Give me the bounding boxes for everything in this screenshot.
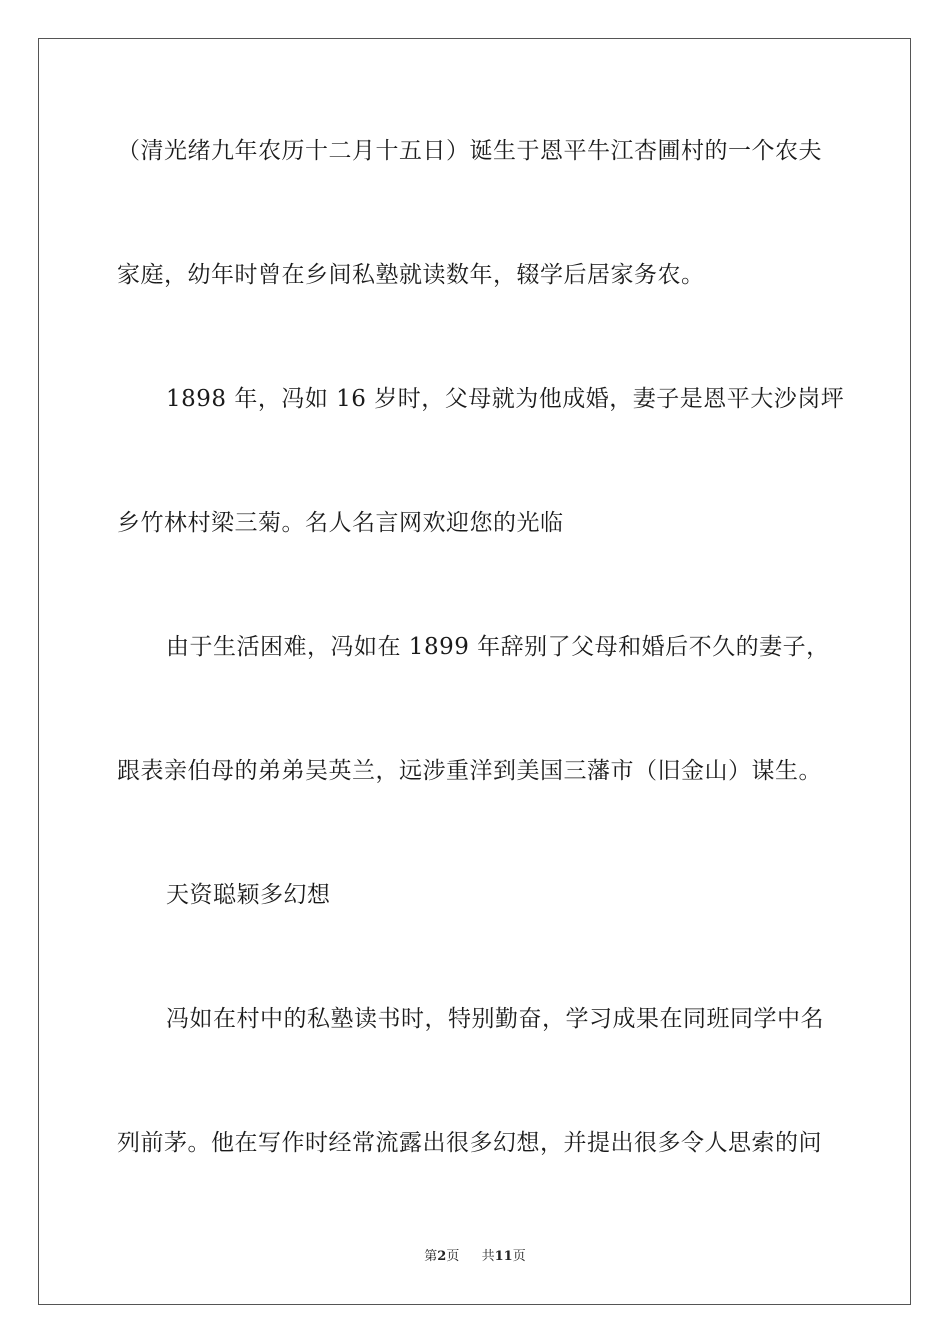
text-line-2: 家庭，幼年时曾在乡间私塾就读数年，辍学后居家务农。 xyxy=(117,262,705,288)
text-line-3: 1898 年，冯如 16 岁时，父母就为他成婚，妻子是恩平大沙岗坪 xyxy=(166,386,845,412)
page-border xyxy=(38,38,911,1305)
page-footer xyxy=(0,1245,950,1264)
text-line-8: 冯如在村中的私塾读书时，特别勤奋，学习成果在同班同学中名 xyxy=(166,1006,824,1032)
text-line-9: 列前茅。他在写作时经常流露出很多幻想，并提出很多令人思索的问 xyxy=(117,1130,822,1156)
page-total: 共11页 xyxy=(481,1249,526,1264)
page-number: 第2页 xyxy=(424,1249,460,1264)
text-line-1: （清光绪九年农历十二月十五日）诞生于恩平牛江杏圃村的一个农夫 xyxy=(117,138,822,164)
text-line-6: 跟表亲伯母的弟弟吴英兰，远涉重洋到美国三藩市（旧金山）谋生。 xyxy=(117,758,822,784)
text-line-4: 乡竹林村梁三菊。名人名言网欢迎您的光临 xyxy=(117,510,564,536)
section-heading: 天资聪颖多幻想 xyxy=(166,882,331,908)
text-line-5: 由于生活困难，冯如在 1899 年辞别了父母和婚后不久的妻子， xyxy=(166,634,830,660)
